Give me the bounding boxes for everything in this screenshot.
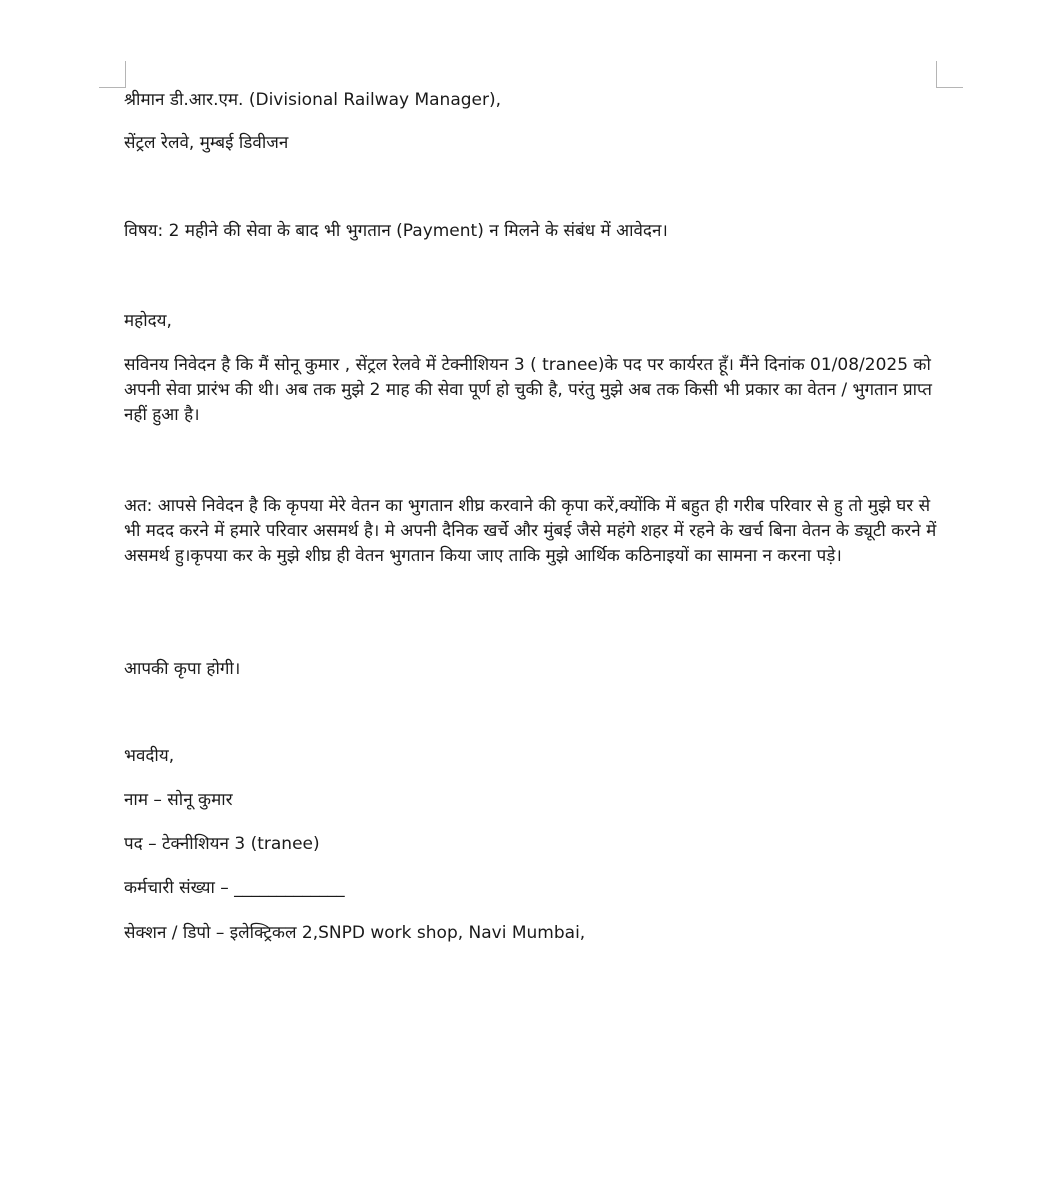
name-line: नाम – सोनू कुमार [124,790,233,810]
employee-number-line: कर्मचारी संख्या – _____________ [124,878,345,898]
subject-line: विषय: 2 महीने की सेवा के बाद भी भुगतान (Payment) न मिलने के संबंध में आवेदन। [124,221,668,241]
top-left-margin-marker [99,61,126,88]
paragraph-2: अत: आपसे निवेदन है कि कृपया मेरे वेतन का भुगतान शीघ्र करवाने की कृपा करें,क्योंकि में बहुत ही गरीब परिवार से हु तो मुझे घर से भी मदद करने में हमारे परिवार असमर्थ है। मे अपनी दैनिक खर्चे और मुंबई जैसे महंगे शहर में रहने के खर्च बिना वेतन के ड्यूटी करने में असमर्थ हु।कृपया कर के मुझे शीघ्र ही वेतन भुगतान किया जाए ताकि मुझे आर्थिक कठिनाइयों का सामना न करना पड़े। [124,496,937,566]
top-right-margin-marker [936,61,963,88]
sign-off: भवदीय, [124,746,175,766]
post-line: पद – टेक्नीशियन 3 (tranee) [124,834,320,854]
recipient-line-1: श्रीमान डी.आर.एम. (Divisional Railway Manager), [124,90,502,110]
section-depot-line: सेक्शन / डिपो – इलेक्ट्रिकल 2,SNPD work shop, Navi Mumbai, [124,923,586,943]
salutation: महोदय, [124,311,172,331]
recipient-line-2: सेंट्रल रेलवे, मुम्बई डिवीजन [124,133,289,153]
paragraph-1: सविनय निवेदन है कि मैं सोनू कुमार , सेंट्रल रेलवे में टेक्नीशियन 3 ( tranee)के पद पर कार्यरत हूँ। मैंने दिनांक 01/08/2025 को अपनी सेवा प्रारंभ की थी। अब तक मुझे 2 माह की सेवा पूर्ण हो चुकी है, परंतु मुझे अब तक किसी भी प्रकार का वेतन / भुगतान प्राप्त नहीं हुआ है। [124,355,932,425]
closing-request: आपकी कृपा होगी। [124,659,241,679]
